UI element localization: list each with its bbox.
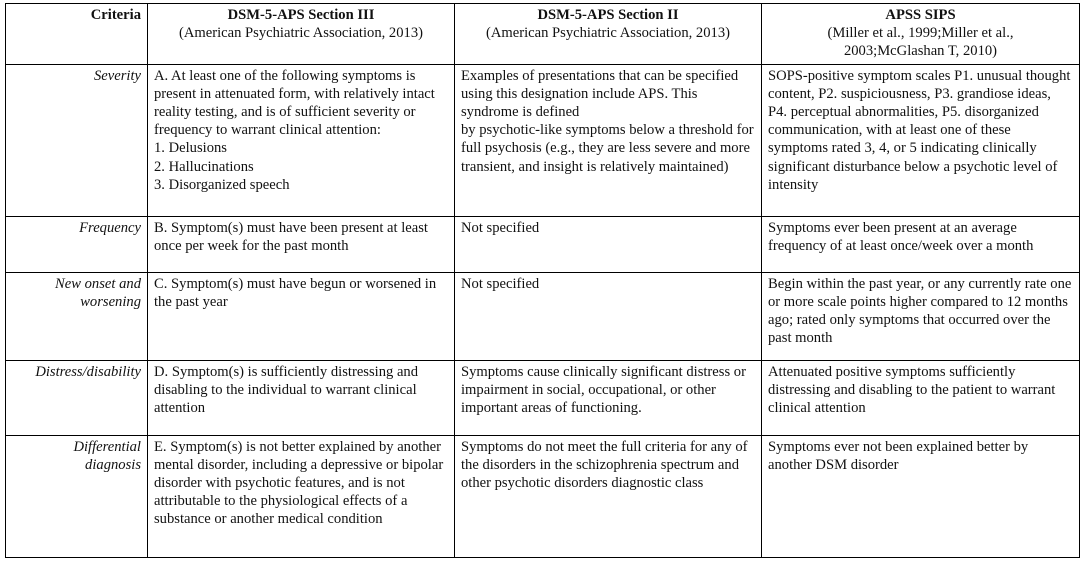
section2-cell: [455, 64, 762, 216]
section2-cell: Symptoms do not meet the full criteria for any of the disorders in the schizophrenia spectrum and other psychotic disorders diagnostic class: [455, 435, 762, 557]
section3-cell: C. Symptom(s) must have begun or worsened in the past year: [148, 272, 455, 360]
section3-cell: [148, 64, 455, 216]
cell-text: Examples of presentations that can be specified using this designation include APS. This syndrome is defined: [461, 67, 739, 121]
section3-cell: B. Symptom(s) must have been present at least once per week for the past month: [148, 216, 455, 272]
section2-cell: Not specified: [455, 216, 762, 272]
criteria-label: [6, 272, 148, 360]
header-title: DSM-5-APS Section II: [537, 7, 679, 23]
header-apss-sips: [762, 4, 1080, 65]
sips-cell: Symptoms ever not been explained better by another DSM disorder: [762, 435, 1080, 557]
table-row: [6, 360, 1080, 435]
header-title: APSS SIPS: [885, 7, 956, 23]
criteria-label: Severity: [6, 64, 148, 216]
sips-cell: Attenuated positive symptoms sufficiently distressing and disabling to the patient to warrant clinical attention: [762, 360, 1080, 435]
header-source: 2003;McGlashan T, 2010): [843, 43, 998, 60]
table-row: [6, 64, 1080, 216]
section2-cell: Symptoms cause clinically significant distress or impairment in social, occupational, or other important areas of functioning.: [455, 360, 762, 435]
sips-cell: SOPS-positive symptom scales P1. unusual thought content, P2. suspiciousness, P3. grandiose ideas, P4. perceptual abnormalities, P5. disorganized communication, with at least one of these symptoms rated 3, 4, or 5 indicating clinically significant disturbance below a psychotic level of intensity: [762, 64, 1080, 216]
header-title: DSM-5-APS Section III: [227, 7, 375, 23]
header-source: (American Psychiatric Association, 2013): [179, 25, 423, 42]
list-item: 1. Delusions: [154, 140, 227, 157]
criteria-label: Frequency: [6, 216, 148, 272]
header-dsm5-section-3: [148, 4, 455, 65]
criteria-label-line: diagnosis: [85, 456, 141, 473]
criteria-label-line: New onset and: [55, 275, 141, 292]
sips-cell: Symptoms ever been present at an average frequency of at least once/week over a month: [762, 216, 1080, 272]
list-item: 2. Hallucinations: [154, 158, 254, 175]
section3-cell: D. Symptom(s) is sufficiently distressing and disabling to the individual to warrant clinical attention: [148, 360, 455, 435]
table-row: [6, 272, 1080, 360]
header-source: (Miller et al., 1999;Miller et al.,: [827, 25, 1014, 42]
section3-cell: E. Symptom(s) is not better explained by another mental disorder, including a depressive or bipolar disorder with psychotic features, and is not attributable to the physiological effects of a substance or another medical condition: [148, 435, 455, 557]
table-row: [6, 435, 1080, 557]
criteria-comparison-table: [5, 3, 1080, 558]
criteria-label: Distress/disability: [6, 360, 148, 435]
cell-text: A. At least one of the following symptoms is present in attenuated form, with relatively intact reality testing, and is of sufficient severity or frequency to warrant clinical attention:: [154, 67, 435, 139]
table-row: [6, 216, 1080, 272]
criteria-label-line: worsening: [80, 293, 141, 310]
header-row: [6, 4, 1080, 65]
criteria-label-line: Differential: [73, 438, 141, 455]
criteria-label: [6, 435, 148, 557]
list-item: 3. Disorganized speech: [154, 176, 290, 193]
header-dsm5-section-2: [455, 4, 762, 65]
cell-text: by psychotic-like symptoms below a threshold for full psychosis (e.g., they are less severe and more transient, and insight is relatively maintained): [461, 122, 754, 175]
header-criteria: Criteria: [6, 4, 148, 65]
sips-cell: Begin within the past year, or any currently rate one or more scale points higher compared to 12 months ago; rated only symptoms that occurred over the past month: [762, 272, 1080, 360]
header-source: (American Psychiatric Association, 2013): [486, 25, 730, 42]
section2-cell: Not specified: [455, 272, 762, 360]
